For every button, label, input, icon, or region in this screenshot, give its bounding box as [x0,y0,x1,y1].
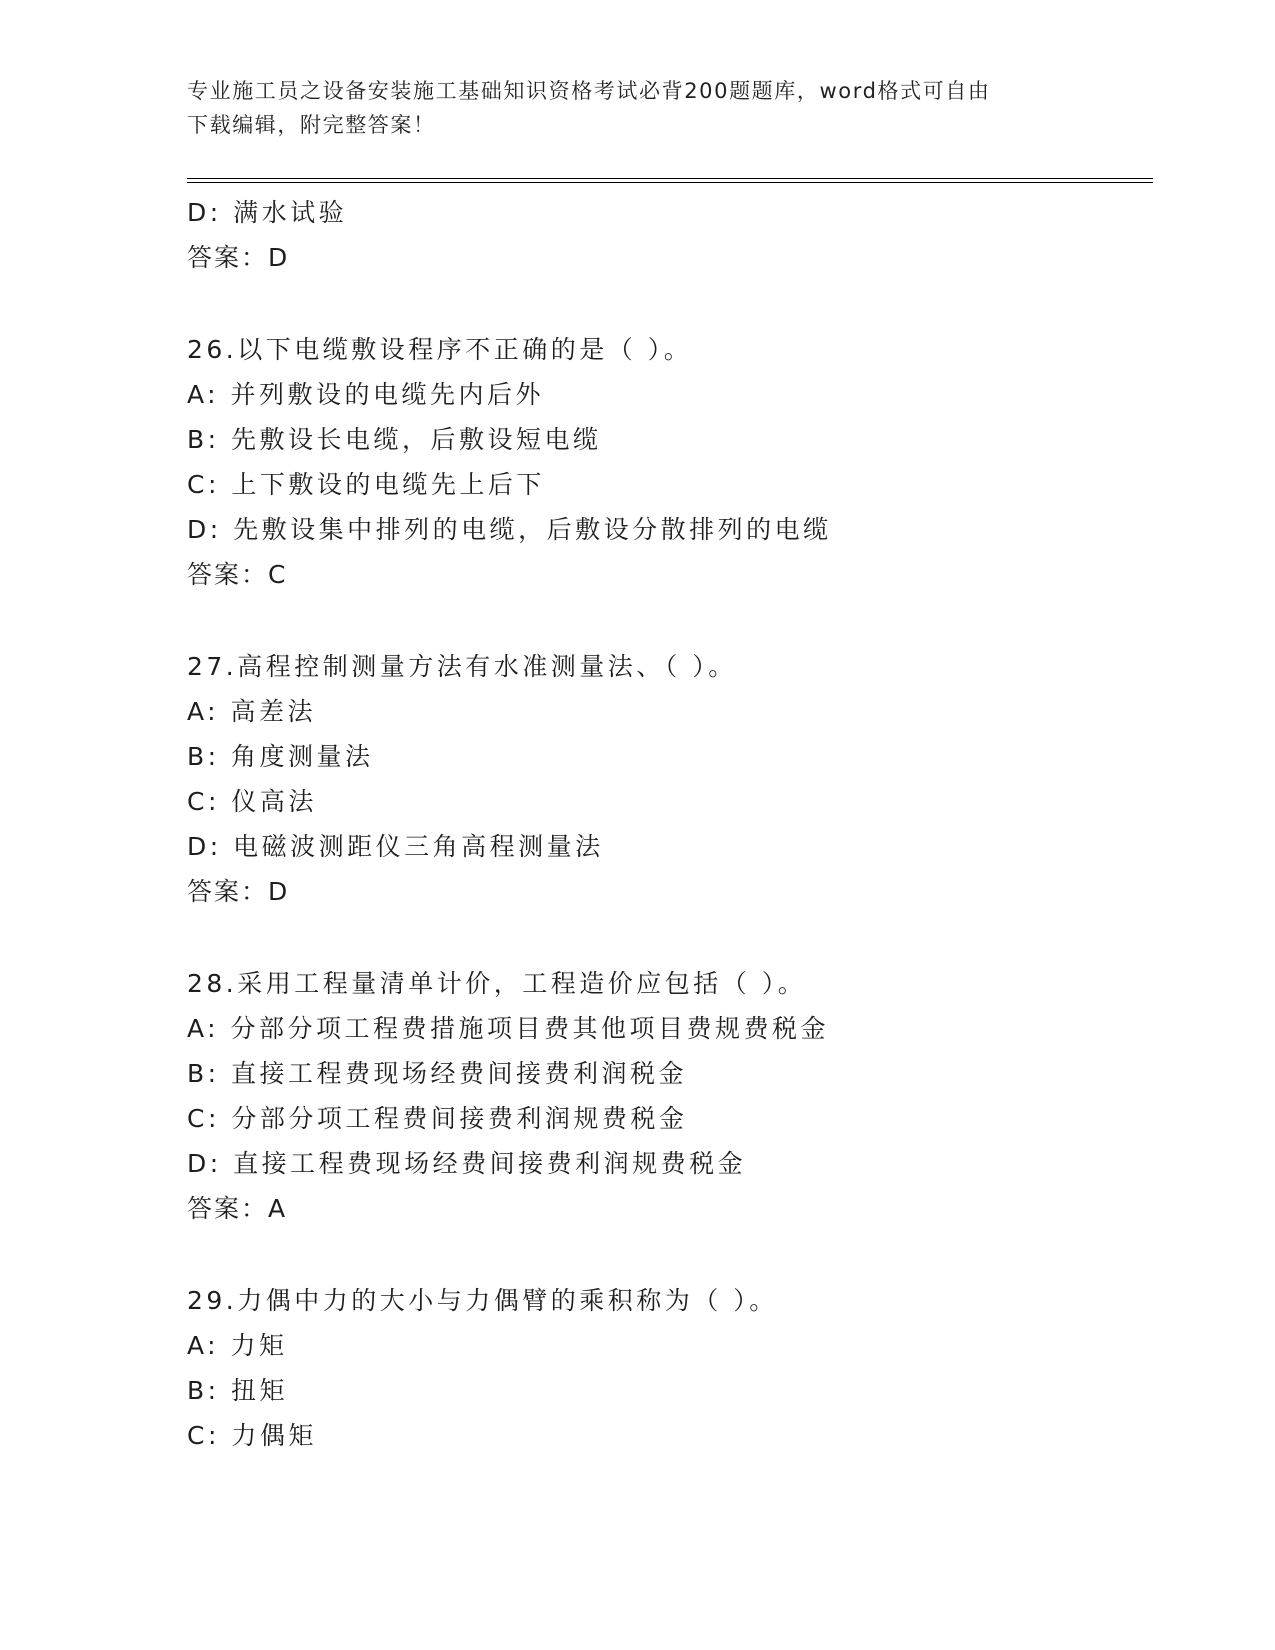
header-line-2: 下载编辑，附完整答案！ [187,113,436,137]
answer: 答案：A [187,1194,288,1223]
question-28 [187,961,1147,1231]
option-b: B: 直接工程费现场经费间接费利润税金 [187,1059,688,1088]
option-c: C: 上下敷设的电缆先上后下 [187,470,545,499]
option-b: B: 扭矩 [187,1376,289,1405]
option-d: D: 先敷设集中排列的电缆，后敷设分散排列的电缆 [187,515,832,544]
answer: 答案：C [187,560,288,589]
option-c: C: 仪高法 [187,787,317,816]
question-26 [187,327,1147,597]
header-rule-top [187,178,1153,179]
question-stem: 26.以下电缆敷设程序不正确的是（ ）。 [187,335,693,364]
option-d: D: 电磁波测距仪三角高程测量法 [187,832,604,861]
question-stem: 28.采用工程量清单计价，工程造价应包括（ ）。 [187,969,807,998]
carryover-block [187,190,1147,280]
option-b: B: 角度测量法 [187,742,374,771]
question-27 [187,644,1147,914]
question-29 [187,1278,1147,1458]
header-rule-bottom [187,182,1153,183]
header-line-1: 专业施工员之设备安装施工基础知识资格考试必背200题题库，word格式可自由 [187,79,991,103]
option-d: D: 满水试验 [187,198,348,227]
option-a: A: 力矩 [187,1331,288,1360]
option-a: A: 分部分项工程费措施项目费其他项目费规费税金 [187,1014,830,1043]
option-d: D: 直接工程费现场经费间接费利润规费税金 [187,1149,747,1178]
option-a: A: 并列敷设的电缆先内后外 [187,380,545,409]
question-stem: 27.高程控制测量方法有水准测量法、（ ）。 [187,652,737,681]
option-c: C: 力偶矩 [187,1421,317,1450]
question-stem: 29.力偶中力的大小与力偶臂的乘积称为（ ）。 [187,1286,778,1315]
option-a: A: 高差法 [187,697,317,726]
question-list [187,190,1147,1458]
answer: 答案：D [187,243,290,272]
answer: 答案：D [187,877,290,906]
option-c: C: 分部分项工程费间接费利润规费税金 [187,1104,688,1133]
option-b: B: 先敷设长电缆，后敷设短电缆 [187,425,602,454]
page-header [187,74,1067,142]
